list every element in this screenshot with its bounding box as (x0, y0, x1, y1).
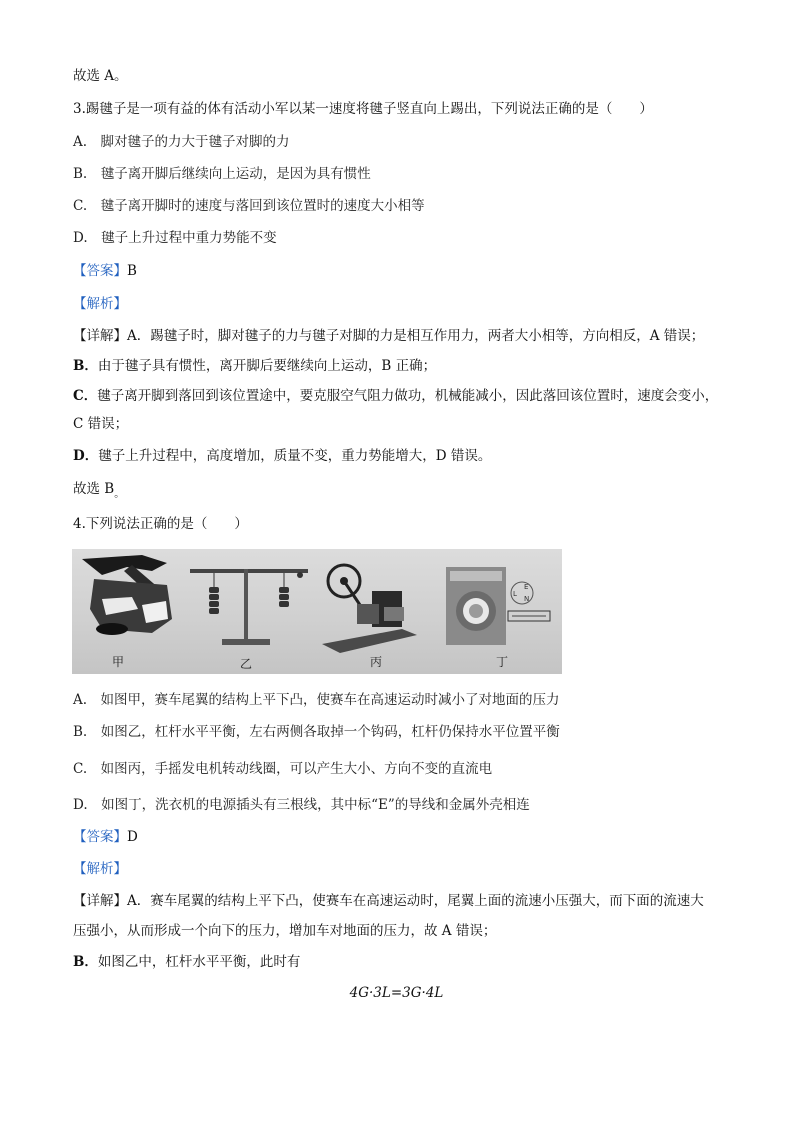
q4-xiangjie-b (73, 953, 300, 971)
q4-xiangjie-a2: 压强小，从而形成一个向下的压力，增加车对地面的压力，故 A 错误； (73, 923, 497, 939)
svg-text:N: N (524, 595, 530, 603)
xiangjie-text: A．踢毽子时，脚对毽子的力与毽子对脚的力是相互作用力，两者大小相等，方向相反，A 错误； (127, 328, 705, 344)
text-d: 毽子上升过程中，高度增加，质量不变，重力势能增大，D 错误。 (98, 448, 492, 464)
figure-drawings (72, 549, 562, 674)
q3-xiangjie-c (73, 387, 718, 405)
question-3: 3.踢毽子是一项有益的体有活动小军以某一速度将毽子竖直向上踢出，下列说法正确的是（ ） (73, 101, 653, 117)
xiangjie-text: A．赛车尾翼的结构上平下凸，使赛车在高速运动时，尾翼上面的流速小压强大，而下面的流速大 (127, 893, 704, 909)
text-b: 如图乙中，杠杆水平平衡，此时有 (97, 954, 301, 970)
label-b: B． (73, 954, 98, 970)
text-c: 毽子离开脚到落回到该位置途中，要克服空气阻力做功，机械能减小，因此落回该位置时，速度会变小， (97, 388, 719, 404)
label-b: B． (73, 358, 98, 374)
text-b: 由于毽子具有惯性，离开脚后要继续向上运动，B 正确； (97, 358, 437, 374)
figure-four-photos (72, 549, 562, 674)
answer-value: D (127, 829, 138, 845)
answer-tag: 【答案】 (73, 263, 127, 279)
question-4: 4.下列说法正确的是（ ） (73, 516, 248, 532)
q3-jiexi: 【解析】 (73, 296, 127, 312)
q3-xiangjie-b (73, 357, 436, 375)
q3-xiangjie-a (73, 327, 704, 345)
q3-option-d: D. 毽子上升过程中重力势能不变 (73, 230, 277, 246)
figure-label-bing: 丙 (370, 655, 383, 669)
figure-label-jia: 甲 (112, 655, 125, 669)
lever-photo (190, 569, 308, 645)
generator-photo (322, 565, 417, 653)
xiangjie-tag: 【详解】 (73, 893, 127, 909)
svg-text:E: E (524, 583, 529, 591)
q3-option-a: A. 脚对毽子的力大于毽子对脚的力 (73, 134, 290, 150)
race-car-photo (82, 555, 172, 635)
line-gu-xuan-b (73, 480, 124, 500)
equation: 4G·3L=3G·4L (349, 985, 444, 1001)
figure-label-ding: 丁 (496, 655, 509, 669)
q3-option-b: B. 毽子离开脚后继续向上运动，是因为具有惯性 (73, 166, 371, 182)
q3-xiangjie-d (73, 447, 491, 465)
answer-tag: 【答案】 (73, 829, 127, 845)
q3-xiangjie-c2: C 错误； (73, 416, 129, 432)
q4-option-b: B. 如图乙，杠杆水平平衡，左右两侧各取掉一个钩码，杠杆仍保持水平位置平衡 (73, 724, 560, 740)
xiangjie-tag: 【详解】 (73, 328, 127, 344)
q4-answer (73, 828, 138, 846)
answer-value: B (127, 263, 137, 279)
gu-xuan-b-text: 故选 B (73, 481, 115, 497)
label-d: D． (73, 448, 99, 464)
q4-option-a: A. 如图甲，赛车尾翼的结构上平下凸，使赛车在高速运动时减小了对地面的压力 (73, 692, 560, 708)
label-c: C． (73, 388, 98, 404)
q3-answer (73, 262, 137, 280)
line-gu-xuan-a: 故选 A。 (73, 68, 128, 84)
figure-label-yi: 乙 (240, 657, 253, 671)
gu-xuan-b-tail: 。 (114, 489, 125, 500)
svg-text:L: L (513, 590, 517, 598)
q4-xiangjie-a (73, 892, 704, 910)
q4-jiexi: 【解析】 (73, 861, 127, 877)
q3-option-c: C. 毽子离开脚时的速度与落回到该位置时的速度大小相等 (73, 198, 425, 214)
q4-option-c: C. 如图丙，手摇发电机转动线圈，可以产生大小、方向不变的直流电 (73, 761, 493, 777)
washer-photo (446, 567, 550, 645)
q4-option-d: D. 如图丁，洗衣机的电源插头有三根线，其中标“E”的导线和金属外壳相连 (73, 797, 530, 813)
